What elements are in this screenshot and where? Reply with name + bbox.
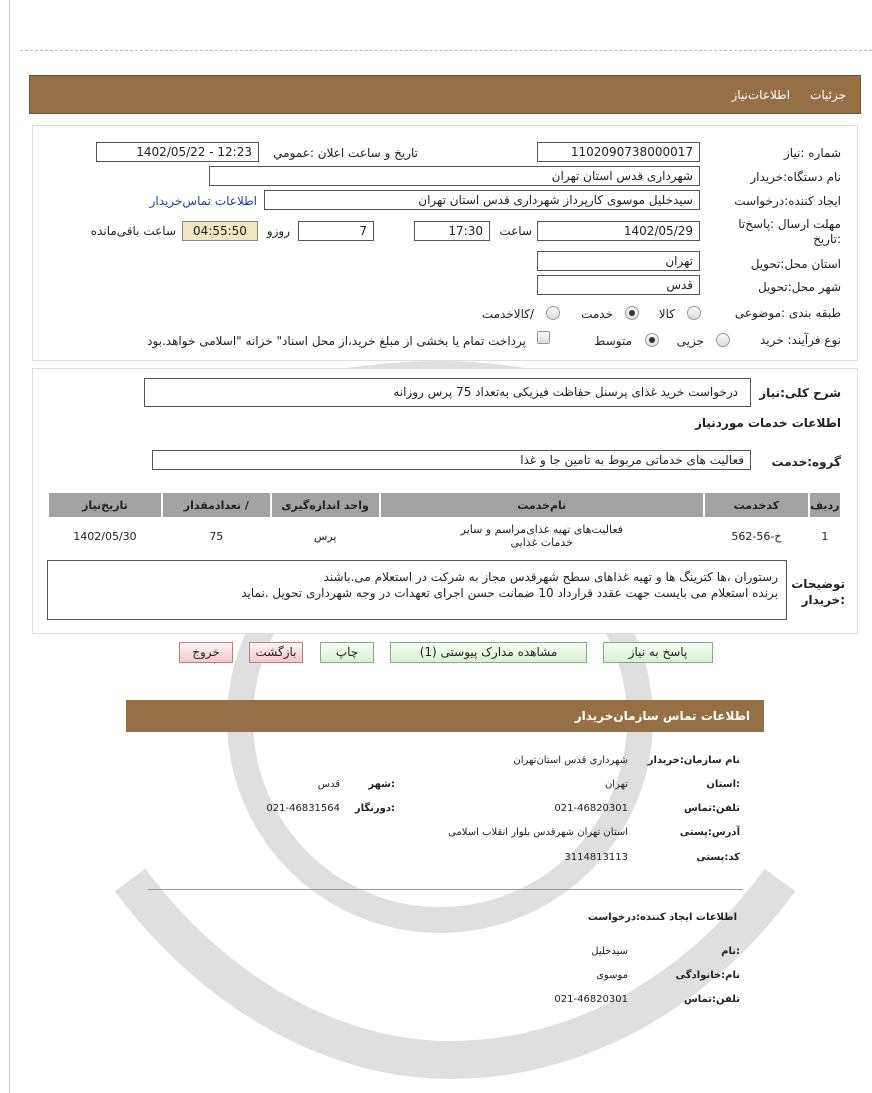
creator-phone-value: 021-46820301 [554,994,628,1005]
radio-goods[interactable] [687,306,701,320]
category-label: طبقه بندی :موضوعی [734,306,841,320]
view-attachments-button[interactable]: مشاهده مدارک پیوستی (1) [390,642,587,663]
province-label: استان محل:تحویل [750,257,841,271]
deadline-time-label: ساعت [499,224,532,238]
creator-label: ایجاد کننده:درخواست [734,194,841,208]
deadline-time-field: 17:30 [414,221,490,241]
col-row: ردیف [810,493,840,517]
contact-city-label: :شهر [368,779,395,790]
reply-button[interactable]: پاسخ به نیاز [603,642,713,663]
exit-button[interactable]: خروج [179,642,233,663]
buyer-notes-label: توضیحات [791,577,845,591]
days-field: 7 [298,221,374,241]
contact-postal-label: کد:پستی [696,852,740,863]
radio-goods-service-label: /کالاخدمت [481,307,534,321]
top-divider [20,50,872,51]
org-name-value: شهرداری قدس استان‌تهران [513,755,628,766]
contact-address-value: استان تهران شهرقدس بلوار انقلاب اسلامی [448,827,628,838]
col-quantity: / تعدادمقدار [163,493,270,517]
cell-quantity: 75 [163,519,270,553]
contact-phone-value: 021-46820301 [554,803,628,814]
buyer-contact-header: اطلاعات تماس سازمان‌خریدار [126,700,764,732]
deadline-date-field: 1402/05/29 [537,221,700,241]
table-row [49,519,840,553]
radio-medium[interactable] [645,333,659,347]
service-group-field: فعالیت های خدماتی مربوط به تامین جا و غذا [152,450,751,470]
creator-family-value: موسوی [596,970,628,981]
creator-phone-label: تلفن:تماس [683,994,740,1005]
back-button[interactable]: بازگشت [249,642,303,663]
radio-goods-service[interactable] [546,306,560,320]
remaining-time-label: ساعت باقی‌مانده [90,224,176,238]
radio-service[interactable] [625,306,639,320]
contact-phone-label: تلفن:تماس [683,803,740,814]
cell-need-date: 1402/05/30 [49,519,161,553]
creator-family-label: نام:خانوادگی [675,970,740,981]
buyer-notes-line-1: رستوران ،ها کترینگ ها و تهیه غذاهای سطح شهرقدس مجاز به شرکت در استعلام می.باشند [323,570,778,584]
buyer-notes-line-2: برنده استعلام می بایست جهت عقدد قرارداد 10 ضمانت حسن اجرای تعهدات در وجه شهرداری تحویل .نماید [241,586,778,600]
col-need-date: تاریخ‌نیاز [49,493,161,517]
contact-city-value: قدس [317,779,340,790]
cell-row: 1 [810,519,840,553]
process-type-label: نوع فرآیند: خرید [760,333,841,347]
creator-name-value: سیدخلیل [591,946,628,957]
buyer-label: نام دستگاه:خریدار [750,170,841,184]
org-name-label: نام سازمان:خریدار [647,755,740,766]
general-description-label: شرح کلی:نیاز [759,386,841,400]
treasury-payment-checkbox[interactable] [537,331,550,344]
contact-fax-value: 021-46831564 [266,803,340,814]
contact-province-label: :استان [706,779,740,790]
contact-postal-value: 3114813113 [564,852,628,863]
creator-name-label: :نام [721,946,740,957]
buyer-notes-label-2: :خریدار [801,593,845,607]
radio-service-label: خدمت [581,307,613,321]
buyer-contact-link[interactable]: اطلاعات تماس‌خریدار [149,194,257,208]
radio-goods-label: کالا [658,307,675,321]
col-service-name: نام‌خدمت [381,493,703,517]
creator-info-title: اطلاعات ایجاد کننده:درخواست [587,912,737,923]
services-table [47,491,842,555]
col-unit: واحد اندازه‌گیری [272,493,379,517]
creator-field: سیدخلیل موسوی کارپرداز شهرداری قدس استان تهران [264,190,700,210]
announce-date-field: 1402/05/22 - 12:23 [96,142,259,162]
tab-need-info[interactable]: اطلاعات‌نیاز [731,87,791,102]
deadline-label-date: :تاریخ [813,232,841,246]
contact-divider [148,889,743,890]
treasury-payment-note: پرداخت تمام یا بخشی از مبلغ خرید،از محل اسناد" خزانه "اسلامی خواهد.بود [147,334,526,348]
cell-unit: پرس [272,519,379,553]
left-page-rule [9,0,10,1093]
tab-details[interactable]: جزئیات [810,87,846,102]
need-number-field: 1102090738000017 [537,142,700,162]
contact-province-value: تهران [604,779,628,790]
province-field: تهران [537,251,700,271]
remaining-time-display: 04:55:50 [182,221,258,241]
print-button[interactable]: چاپ [320,642,374,663]
buyer-field: شهرداری قدس استان تهران [209,166,700,186]
contact-fax-label: :دورنگار [354,803,395,814]
service-name-line-2: خدمات غذایی [510,536,573,549]
table-header-row [49,493,840,517]
cell-service-code: خ-56-562 [705,519,808,553]
services-info-title: اطلاعات خدمات موردنیاز [694,416,841,430]
contact-address-label: آدرس:پستی [679,827,740,838]
service-name-line-1: فعالیت‌های تهیه غذای‌مراسم و سایر [460,523,623,536]
city-label: شهر محل:تحویل [757,280,841,294]
radio-minor-label: جزیی [676,334,704,348]
service-group-label: گروه:خدمت [771,455,841,469]
buyer-notes-box [47,560,787,620]
deadline-label: مهلت ارسال :پاسخ‌تا [738,217,841,231]
cell-service-name [381,519,703,553]
radio-medium-label: متوسط [594,334,632,348]
announce-date-label: تاریخ و ساعت اعلان :عمومي [273,146,418,160]
need-number-label: شماره :نیاز [784,146,841,160]
days-label: روزو [266,224,290,238]
radio-minor[interactable] [716,333,730,347]
col-service-code: کدخدمت [705,493,808,517]
general-description-field: درخواست خرید غذای پرسنل حفاظت فیزیکی به‌تعداد 75 پرس روزانه [144,378,751,407]
page-header [29,75,861,114]
city-field: قدس [537,275,700,295]
